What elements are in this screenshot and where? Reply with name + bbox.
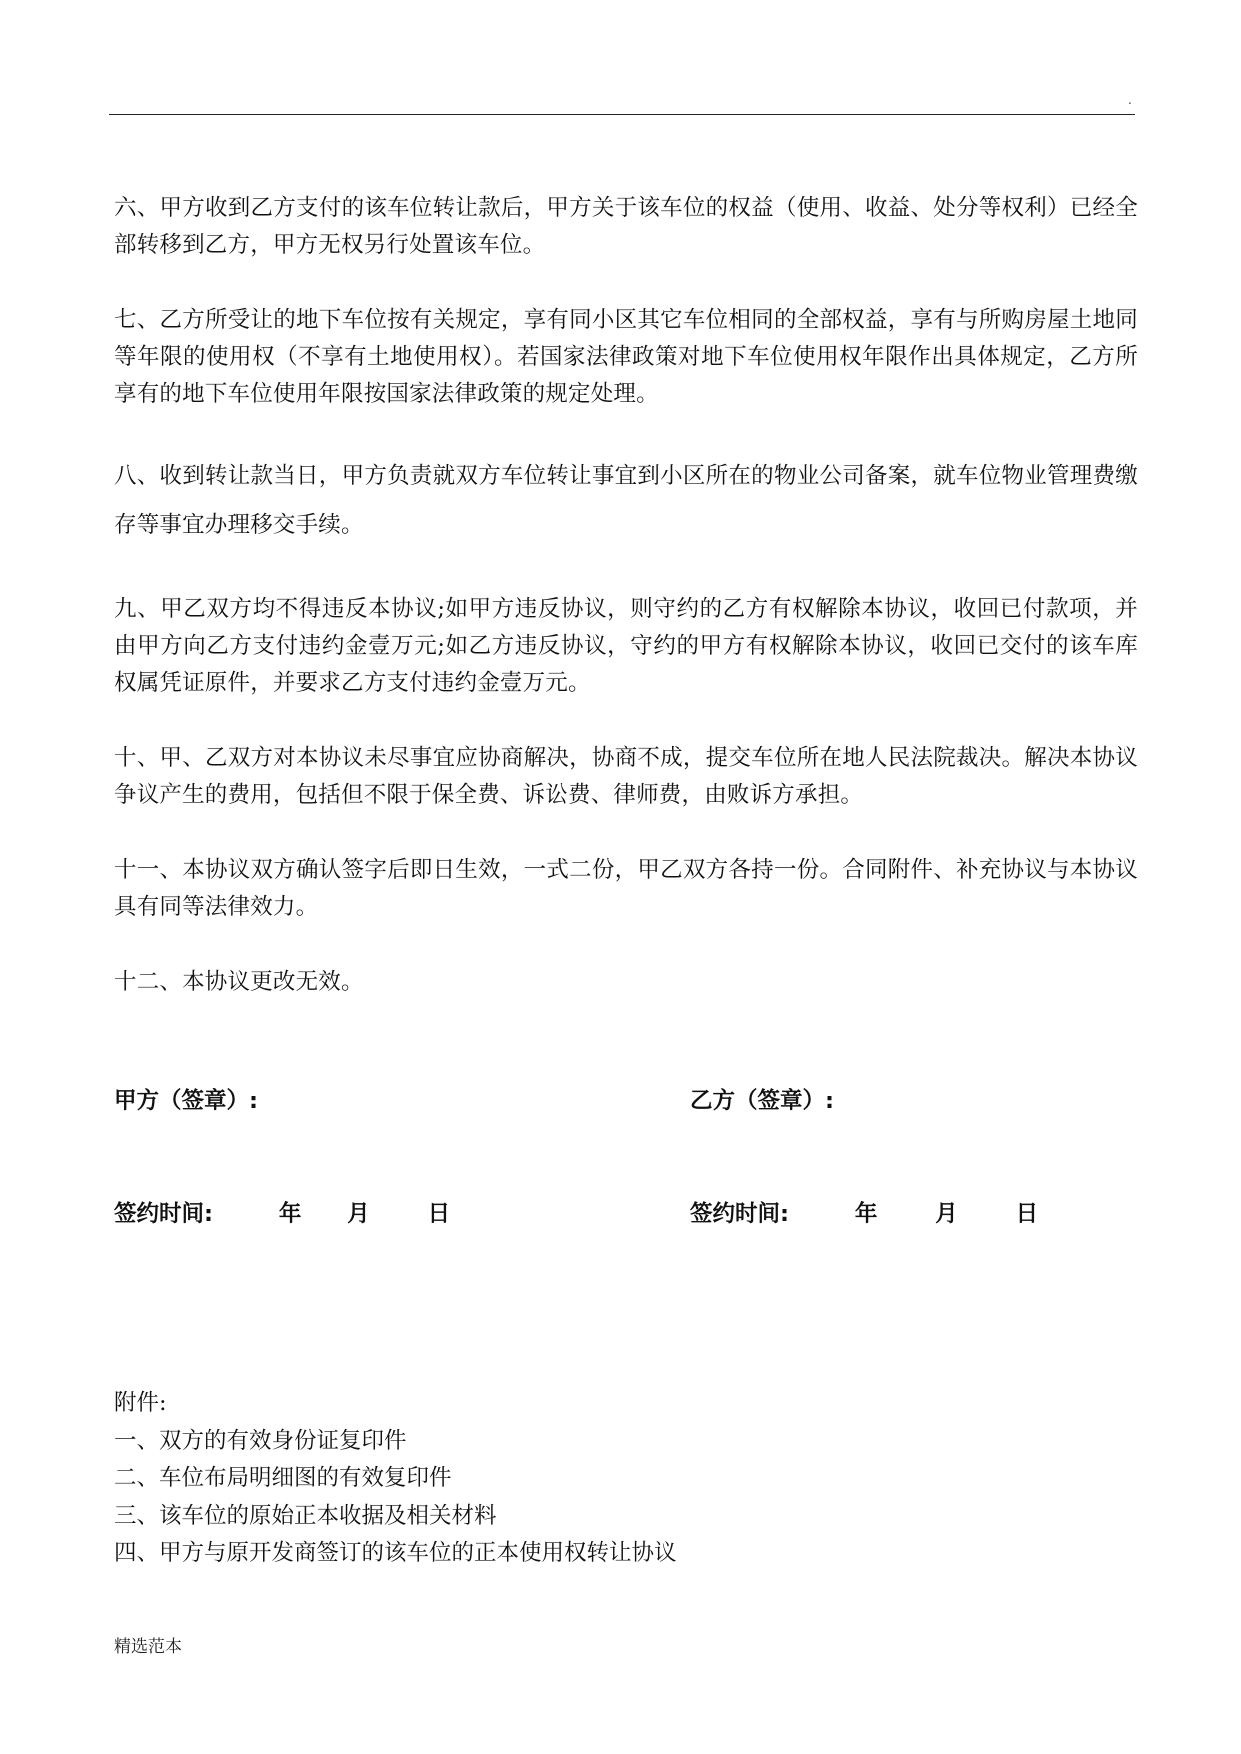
party-a-day: 日 [427, 1201, 451, 1227]
clause-6: 六、甲方收到乙方支付的该车位转让款后，甲方关于该车位的权益（使用、收益、处分等权利）已经全部转移到乙方，甲方无权另行处置该车位。 [114, 195, 1138, 258]
header-mark: . [1128, 93, 1132, 107]
annex-title: 附件: [114, 1390, 167, 1416]
annex-item: 一、双方的有效身份证复印件 [114, 1427, 407, 1454]
clause-8: 八、收到转让款当日，甲方负责就双方车位转让事宜到小区所在的物业公司备案，就车位物业管理费缴存等事宜办理移交手续。 [114, 463, 1138, 538]
party-a-month: 月 [347, 1201, 370, 1227]
party-b-month: 月 [935, 1201, 958, 1227]
header-rule [109, 114, 1135, 115]
annex-item: 三、该车位的原始正本收据及相关材料 [114, 1502, 497, 1529]
party-a-date-label: 签约时间: [114, 1201, 213, 1227]
party-a-date-row [114, 1199, 450, 1229]
clause-10: 十、甲、乙双方对本协议未尽事宜应协商解决，协商不成，提交车位所在地人民法院裁决。解决本协议争议产生的费用，包括但不限于保全费、诉讼费、律师费，由败诉方承担。 [114, 745, 1138, 808]
clause-9: 九、甲乙双方均不得违反本协议;如甲方违反协议，则守约的乙方有权解除本协议，收回已付款项，并由甲方向乙方支付违约金壹万元;如乙方违反协议，守约的甲方有权解除本协议，收回已交付的该车库权属凭证原件，并要求乙方支付违约金壹万元。 [114, 596, 1138, 696]
party-a-year: 年 [278, 1201, 302, 1227]
party-b-signature-label: 乙方（签章）: [690, 1088, 834, 1114]
party-b-date-label: 签约时间: [690, 1201, 789, 1227]
annex-item: 二、车位布局明细图的有效复印件 [114, 1465, 452, 1491]
annex-item: 四、甲方与原开发商签订的该车位的正本使用权转让协议 [114, 1540, 677, 1566]
party-b-year: 年 [854, 1201, 878, 1227]
footer-text: 精选范本 [114, 1637, 182, 1657]
clause-12: 十二、本协议更改无效。 [114, 969, 364, 995]
party-a-signature-label: 甲方（签章）: [114, 1088, 258, 1114]
party-b-day: 日 [1015, 1201, 1039, 1227]
clause-7: 七、乙方所受让的地下车位按有关规定，享有同小区其它车位相同的全部权益，享有与所购房屋土地同等年限的使用权（不享有土地使用权）。若国家法律政策对地下车位使用权年限作出具体规定，乙方所享有的地下车位使用年限按国家法律政策的规定处理。 [114, 307, 1138, 407]
clause-11: 十一、本协议双方确认签字后即日生效，一式二份，甲乙双方各持一份。合同附件、补充协议与本协议具有同等法律效力。 [114, 857, 1138, 920]
annex-list [114, 1385, 677, 1573]
party-b-date-row [690, 1199, 1038, 1229]
